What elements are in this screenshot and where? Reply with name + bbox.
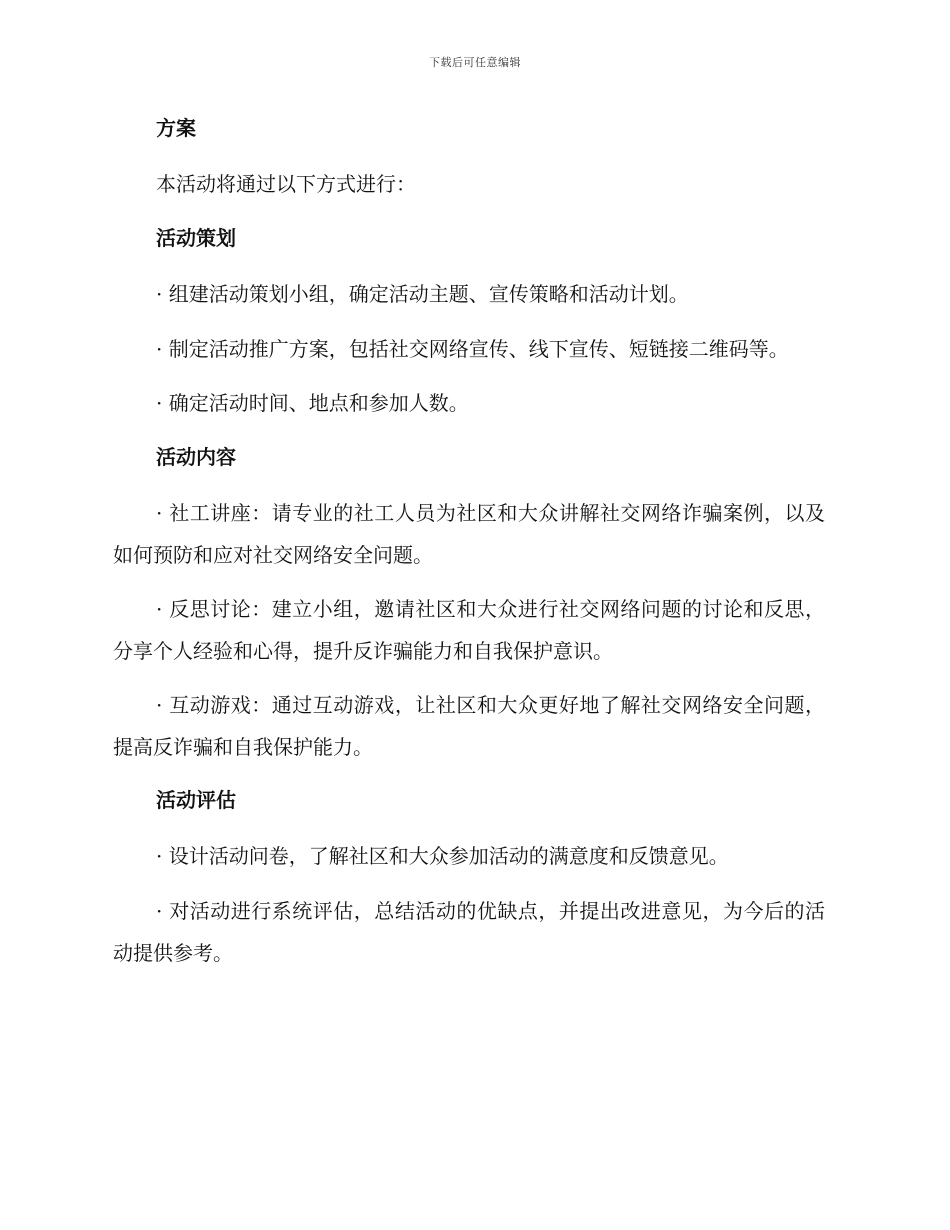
list-item: · 互动游戏：通过互动游戏，让社区和大众更好地了解社交网络安全问题，提高反诈骗和自我保护能力。: [113, 693, 825, 759]
list-item: · 确定活动时间、地点和参加人数。: [156, 391, 469, 415]
list-item: · 反思讨论：建立小组，邀请社区和大众进行社交网络问题的讨论和反思，分享个人经验和心得，提升反诈骗能力和自我保护意识。: [113, 597, 825, 663]
intro-paragraph: 本活动将通过以下方式进行：: [156, 172, 416, 196]
section-heading-evaluation: 活动评估: [156, 788, 236, 812]
document-title: 方案: [156, 116, 196, 140]
list-item: · 对活动进行系统评估，总结活动的优缺点，并提出改进意见，为今后的活动提供参考。: [113, 899, 825, 965]
section-heading-content: 活动内容: [156, 445, 236, 469]
list-item: · 制定活动推广方案，包括社交网络宣传、线下宣传、短链接二维码等。: [156, 337, 789, 361]
section-heading-planning: 活动策划: [156, 226, 236, 250]
header-note: 下载后可任意编辑: [429, 56, 521, 69]
list-item: · 组建活动策划小组，确定活动主题、宣传策略和活动计划。: [156, 282, 689, 306]
document-body: [113, 108, 825, 986]
list-item: · 社工讲座：请专业的社工人员为社区和大众讲解社交网络诈骗案例，以及如何预防和应对社交网络安全问题。: [113, 501, 825, 567]
list-item: · 设计活动问卷，了解社区和大众参加活动的满意度和反馈意见。: [156, 844, 729, 868]
